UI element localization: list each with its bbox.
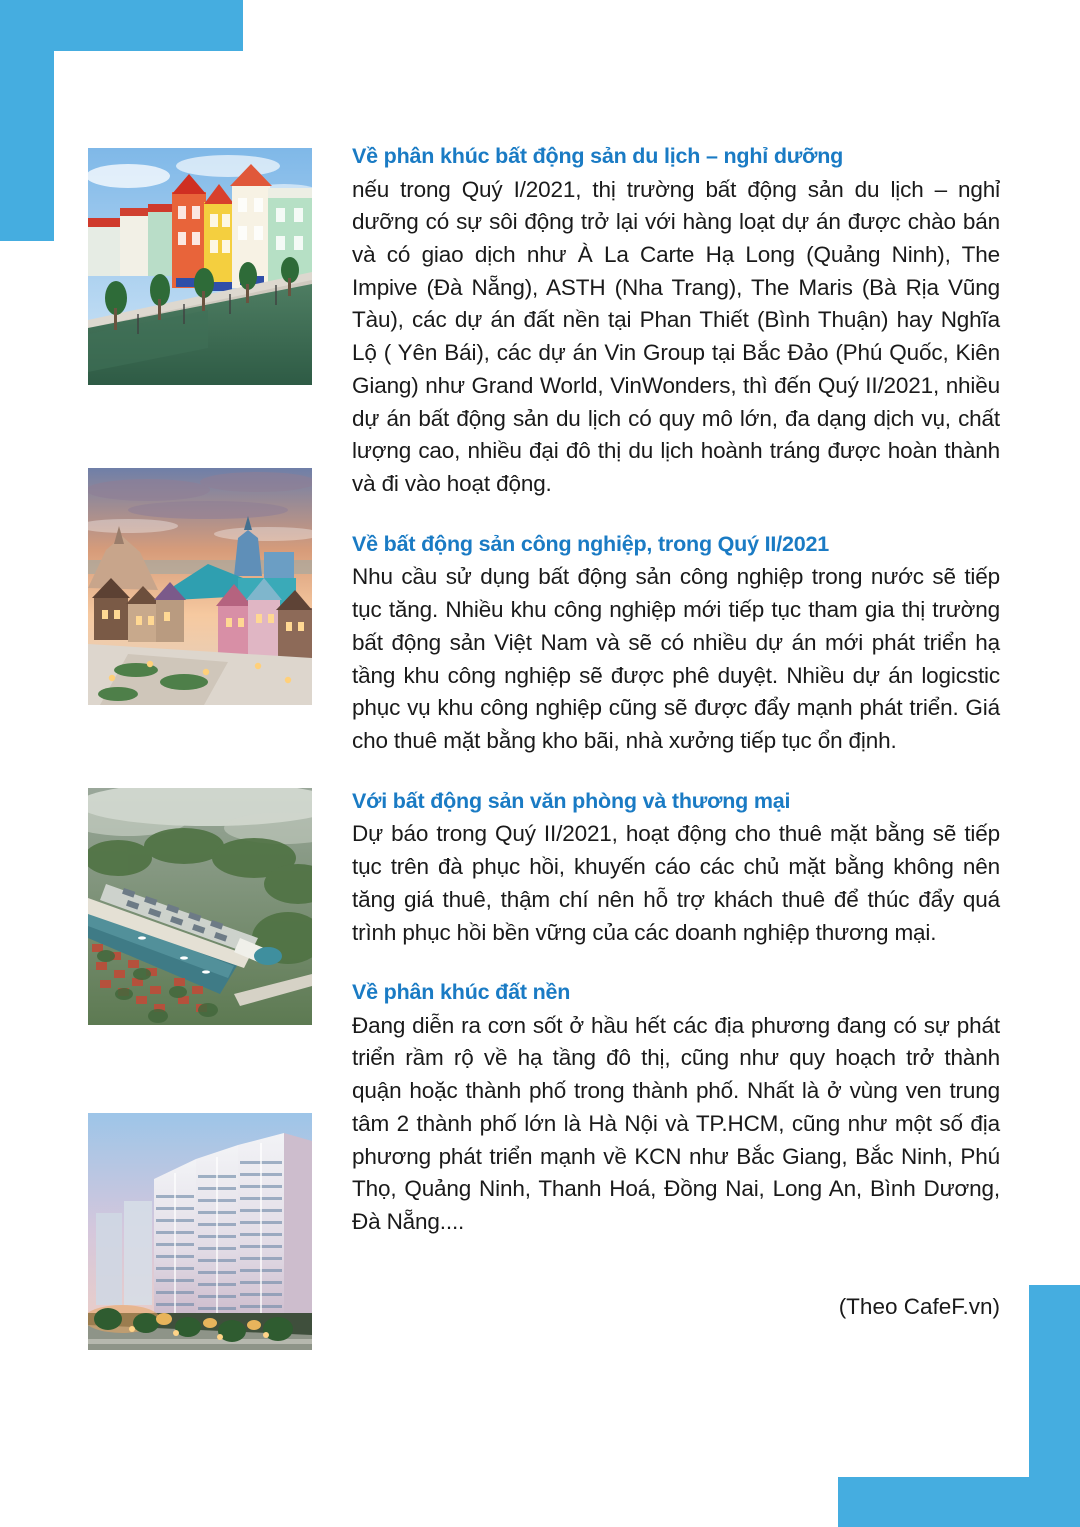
section-heading: Về bất động sản công nghiệp, trong Quý II/2021 [352,531,829,556]
section-industrial-real-estate [352,531,1000,758]
section-paragraph: Đang diễn ra cơn sốt ở hầu hết các địa phương đang có sự phát triển rầm rộ về hạ tầng đô thị, cũng như quy hoạch trở thành quận hoặc thành phố trong thành phố. Nhất là ở vùng ven trung tâm 2 thành phố lớn là Hà Nội và TP.HCM, cũng như một số địa phương phát triển mạnh về KCN như Bắc Giang, Bắc Ninh, Phú Thọ, Quảng Ninh, Thanh Hoá, Đồng Nai, Long An, Bình Dương, Đà Nẵng.... [352,1012,1000,1235]
photo-theme-park-at-sunset [88,468,312,705]
photo-aerial-riverside-township [88,788,312,1025]
section-land-plot-segment [352,979,1000,1239]
article-body [352,143,1000,1324]
section-heading: Với bất động sản văn phòng và thương mại [352,788,791,813]
article-source-credit: (Theo CafeF.vn) [838,1293,1000,1319]
photo-colorful-waterfront-townhouses [88,148,312,385]
section-tourism-resort-real-estate [352,143,1000,501]
bottom-right-bracket-horizontal [838,1477,1080,1527]
section-heading: Về phân khúc bất động sản du lịch – nghỉ dưỡng [352,144,844,168]
section-paragraph: Nhu cầu sử dụng bất động sản công nghiệp trong nước sẽ tiếp tục tăng. Nhiều khu công nghiệp mới tiếp tục tham gia thị trường bất động sản Việt Nam và sẽ có nhiều dự án mới phát triển hạ tầng khu công nghiệp sẽ được phê duyệt. Nhiều dự án logicstic phục vụ khu công nghiệp cũng sẽ được đẩy mạnh phát triển. Giá cho thuê mặt bằng kho bãi, nhà xưởng tiếp tục ổn định. [352,564,1000,754]
section-paragraph: Dự báo trong Quý II/2021, hoạt động cho thuê mặt bằng sẽ tiếp tục trên đà phục hồi, khuyến cáo các chủ mặt bằng không nên tăng giá thuê, thậm chí nên hỗ trợ khách thuê để thúc đẩy quá trình phục hồi bền vững của các doanh nghiệp thương mại. [352,821,1000,945]
section-paragraph: nếu trong Quý I/2021, thị trường bất động sản du lịch – nghỉ dưỡng có sự sôi động trở lại với hàng loạt dự án được chào bán và có giao dịch như À La Carte Hạ Long (Quảng Ninh), The Impive (Đà Nẵng), ASTH (Nha Trang), The Maris (Bà Rịa Vũng Tàu), các dự án đất nền tại Phan Thiết (Bình Thuận) hay Nghĩa Lộ ( Yên Bái), các dự án Vin Group tại Bắc Đảo (Phú Quốc, Kiên Giang) như Grand World, VinWonders, thì đến Quý II/2021, nhiều dự án bất động sản du lịch có quy mô lớn, đa dạng dịch vụ, chất lượng cao, nhiều đại đô thị du lịch hoành tráng được hoàn thành và đi vào hoạt động. [352,176,1000,497]
section-office-commercial-real-estate [352,788,1000,949]
photo-high-rise-apartment-towers [88,1113,312,1350]
section-heading: Về phân khúc đất nền [352,980,571,1005]
top-left-bracket-vertical [0,0,54,241]
